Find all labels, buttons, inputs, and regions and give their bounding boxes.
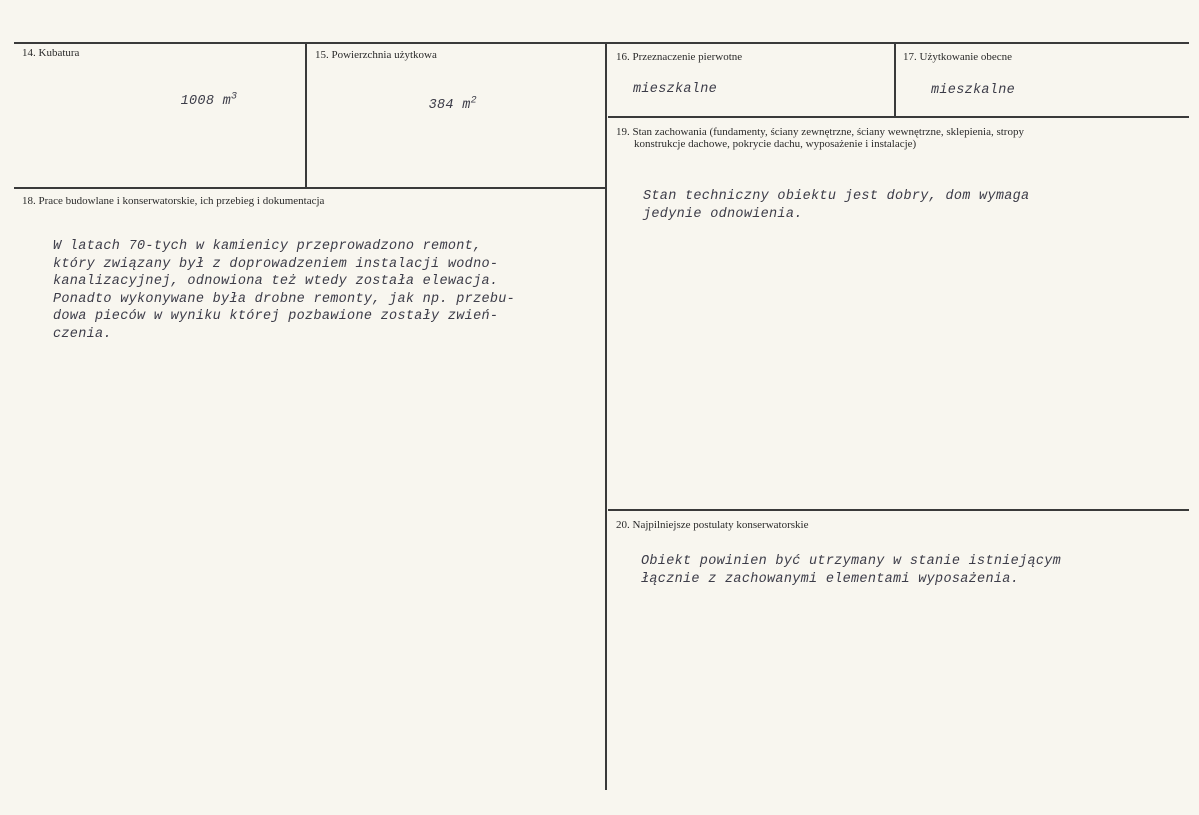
field-19-label-line2: konstrukcje dachowe, pokrycie dachu, wyposażenie i instalacje) <box>634 138 917 150</box>
field-14-label: 14. Kubatura <box>22 47 80 59</box>
f19-bottom-line <box>608 509 1189 511</box>
divider-14-15 <box>305 42 307 188</box>
field-20-line: Obiekt powinien być utrzymany w stanie istniejącym <box>641 554 1062 569</box>
field-20-text <box>641 553 1061 588</box>
field-16-label: 16. Przeznaczenie pierwotne <box>616 51 743 63</box>
row1-bottom-line-left <box>14 187 606 189</box>
top-border-line <box>14 42 1189 44</box>
center-divider <box>605 42 607 790</box>
field-19-line: jedynie odnowienia. <box>643 206 803 222</box>
field-14-unit-exponent: 3 <box>231 91 238 102</box>
field-16-value: mieszkalne <box>633 82 718 97</box>
field-19-label-line1: 19. Stan zachowania (fundamenty, ściany zewnętrzne, ściany wewnętrzne, sklepienia, stropy <box>616 126 1024 138</box>
field-15-number: 384 <box>428 97 454 113</box>
field-18-line: dowa pieców w wyniku której pozbawione zostały zwień- <box>53 309 499 324</box>
field-17-label: 17. Użytkowanie obecne <box>903 51 1013 63</box>
field-18-line: czenia. <box>53 326 112 342</box>
field-15-unit: m <box>462 97 471 113</box>
field-15-label: 15. Powierzchnia użytkowa <box>315 49 437 61</box>
field-18-label: 18. Prace budowlane i konserwatorskie, ich przebieg i dokumentacja <box>22 195 325 207</box>
field-18-line: kanalizacyjnej, odnowiona też wtedy została elewacja. <box>53 274 499 289</box>
divider-16-17 <box>894 42 896 117</box>
field-15-unit-exponent: 2 <box>470 95 477 106</box>
field-19-text <box>643 188 1029 223</box>
field-18-line: Ponadto wykonywane była drobne remonty, jak np. przebu- <box>53 291 516 307</box>
field-18-line: W latach 70-tych w kamienicy przeprowadzono remont, <box>53 239 482 254</box>
field-18-text <box>53 238 515 343</box>
field-17-value: mieszkalne <box>931 83 1016 98</box>
field-19-line: Stan techniczny obiektu jest dobry, dom wymaga <box>643 189 1030 204</box>
field-20-label: 20. Najpilniejsze postulaty konserwatorskie <box>616 519 809 531</box>
field-20-line: łącznie z zachowanymi elementami wyposażenia. <box>641 571 1020 587</box>
field-14-unit: m <box>222 93 232 109</box>
field-15-value <box>395 79 477 132</box>
field-14-number: 1008 <box>180 93 215 109</box>
field-18-line: który związany był z doprowadzeniem instalacji wodno- <box>53 256 499 272</box>
row1-bottom-line-right <box>608 116 1189 118</box>
field-14-value <box>147 75 237 128</box>
